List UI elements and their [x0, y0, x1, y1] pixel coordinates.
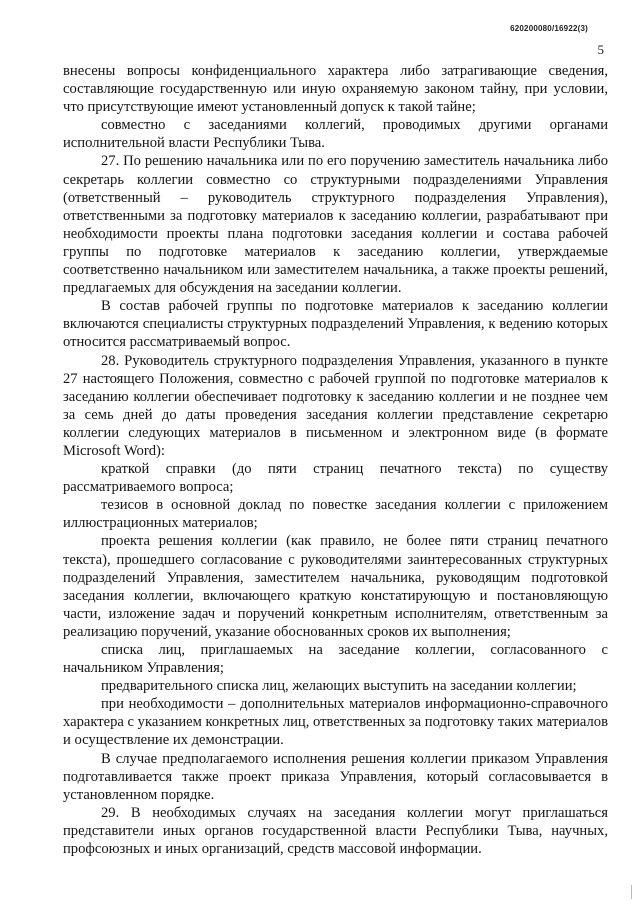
list-item-invited-persons: списка лиц, приглашаемых на заседание коллегии, согласованного с начальником Управления;: [63, 642, 608, 677]
paragraph-continuation: внесены вопросы конфиденциального характера либо затрагивающие сведения, составляющие государственную или иную охраняемую законом тайну, при условии, что присутствующие имеют установленный допуск к такой тайне;: [63, 63, 608, 116]
document-code: 620200080/16922(3): [510, 24, 588, 33]
scan-edge-mark: [628, 885, 632, 899]
paragraph-clause-27: 27. По решению начальника или по его поручению заместитель начальника либо секретарь коллегии совместно со структурными подразделениями Управления (ответственный – руководитель структурного подразделения Управления), ответственными за подготовку материалов к заседанию коллегии, разрабатывают при необходимости проекты плана подготовки заседания коллегии и состава рабочей группы по подготовке материалов к заседанию коллегии, утверждаемые соответственно начальником или заместителем начальника, а также проекты решений, предлагаемых для обсуждения на заседании коллегии.: [63, 153, 608, 297]
document-body: [63, 62, 608, 858]
paragraph-clause-29: 29. В необходимых случаях на заседания коллегии могут приглашаться представители иных органов государственной власти Республики Тыва, научных, профсоюзных и иных организаций, средств массовой информации.: [63, 804, 608, 858]
list-item-report-theses: тезисов в основной доклад по повестке заседания коллегии с приложением иллюстрационных материалов;: [63, 497, 608, 532]
paragraph-working-group: В состав рабочей группы по подготовке материалов к заседанию коллегии включаются специалисты структурных подразделений Управления, к ведению которых относится рассматриваемый вопрос.: [63, 298, 608, 351]
paragraph-draft-order: В случае предполагаемого исполнения решения коллегии приказом Управления подготавливается также проект приказа Управления, который согласовывается в установленном порядке.: [63, 750, 608, 803]
list-item-speakers: предварительного списка лиц, желающих выступить на заседании коллегии;: [101, 678, 577, 695]
paragraph-clause-28: 28. Руководитель структурного подразделения Управления, указанного в пункте 27 настоящего Положения, совместно с рабочей группой по подготовке материалов к заседанию коллегии обеспечивает подготовку к заседанию коллегии и не позднее чем за семь дней до даты проведения заседания коллегии представление секретарю коллегии следующих материалов в письменном и электронном виде (в формате Microsoft Word):: [63, 352, 608, 459]
page-number: 5: [597, 42, 604, 57]
paragraph-joint-sessions: совместно с заседаниями коллегий, проводимых другими органами исполнительной власти Республики Тыва.: [63, 117, 608, 152]
list-item-draft-decision: проекта решения коллегии (как правило, не более пяти страниц печатного текста), прошедшего согласование с руководителями заинтересованных структурных подразделений Управления, заместителем начальника, руководящим подготовкой заседания коллегии, включающего краткую констатирующую и постановляющую части, изложение задач и поручений конкретным исполнителям, ответственным за реализацию поручений, указание обоснованных сроков их выполнения;: [63, 533, 608, 640]
list-item-brief-reference: краткой справки (до пяти страниц печатного текста) по существу рассматриваемого вопроса;: [63, 461, 608, 496]
list-item-additional-materials: при необходимости – дополнительных материалов информационно-справочного характера с указанием конкретных лиц, ответственных за подготовку таких материалов и осуществление их демонстрации.: [63, 696, 608, 749]
